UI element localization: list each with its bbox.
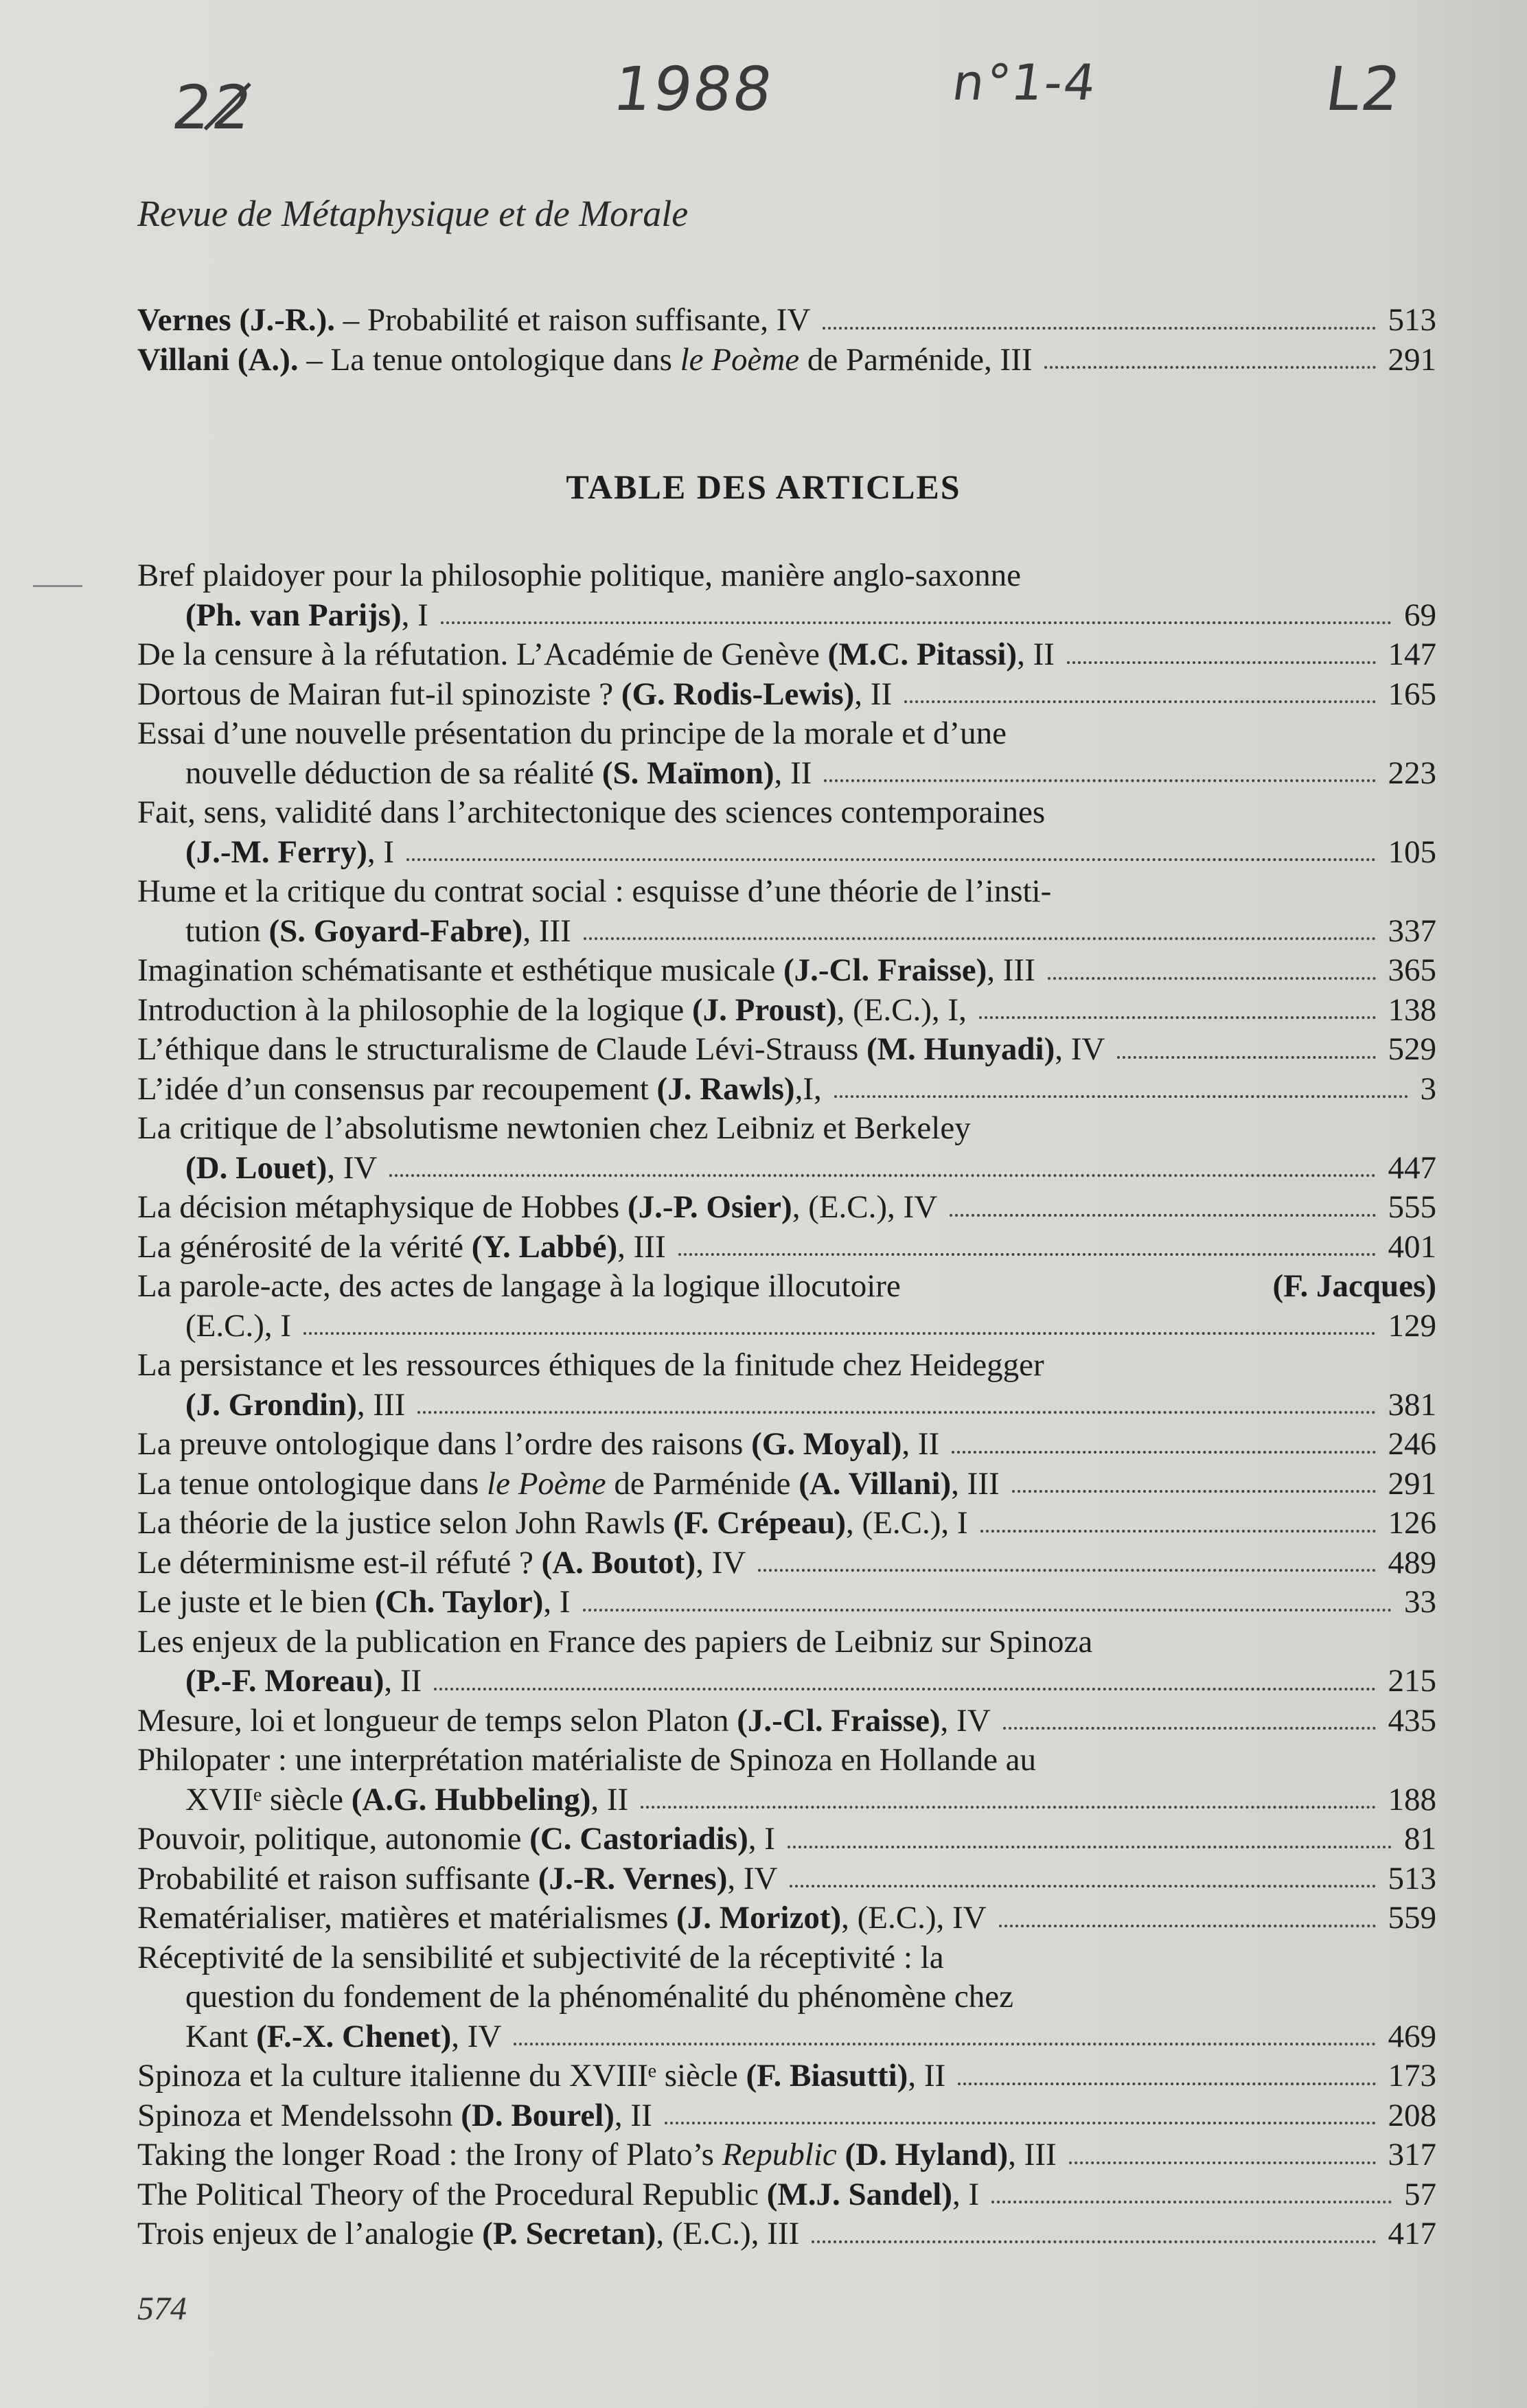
entry-page-number: 246: [1388, 1426, 1436, 1462]
dot-leader: [389, 1138, 1375, 1178]
entry-text: [185, 596, 428, 636]
dot-leader: [1012, 1454, 1376, 1493]
entry-issue: , IV: [727, 1860, 778, 1896]
entry-title: tution: [185, 913, 269, 949]
entry-page-number: 69: [1404, 597, 1436, 633]
entry-author: (P.-F. Moreau): [185, 1663, 384, 1699]
entry-issue: ,I,: [794, 1070, 822, 1107]
dot-leader: [434, 1651, 1375, 1690]
entry-page-number: 126: [1388, 1505, 1436, 1541]
entry-text: [137, 1465, 1000, 1504]
entry-issue: , III: [523, 913, 571, 949]
entry-title: Réceptivité de la sensibilité et subjectivité de la réceptivité : la: [137, 1939, 944, 1975]
entry-author: (J. Morizot): [676, 1900, 842, 1936]
entry-issue: , I: [367, 834, 395, 870]
entry-title: La tenue ontologique dans: [137, 1465, 487, 1502]
entry-title: La persistance et les ressources éthiques de la finitude chez Heidegger: [137, 1347, 1044, 1383]
dot-leader: [303, 1296, 1375, 1335]
dot-leader: [514, 2006, 1375, 2046]
entry-page-number: 33: [1404, 1584, 1436, 1620]
entry-page-number: 365: [1388, 952, 1436, 988]
entry-author: (F. Jacques): [1272, 1268, 1436, 1304]
entry-author: (J.-R. Vernes): [538, 1860, 728, 1896]
entry-issue: , III: [951, 1465, 1000, 1502]
entry-title: Spinoza et la culture italienne du XVIIIᵉ siècle: [137, 2058, 746, 2094]
entry-text: [185, 1149, 377, 1189]
entry-page-number: 215: [1388, 1663, 1436, 1699]
entry-title: La critique de l’absolutisme newtonien chez Leibniz et Berkeley: [137, 1110, 971, 1146]
dot-leader: [952, 1414, 1375, 1454]
entry-issue: , IV: [327, 1149, 378, 1186]
entry-issue: , II: [774, 755, 812, 791]
entry-issue: , II: [384, 1663, 422, 1699]
entry-page-number: 291: [1388, 341, 1436, 378]
margin-mark: [33, 585, 82, 587]
entry-author: (A. Villani): [799, 1465, 952, 1502]
entry-title: Philopater : une interprétation matérialiste de Spinoza en Hollande au: [137, 1742, 1037, 1778]
entry-author: (G. Moyal): [751, 1426, 902, 1462]
entry-page-number: 223: [1388, 755, 1436, 791]
toc-line: [137, 1899, 1436, 1938]
dot-leader: [1069, 2124, 1376, 2164]
entry-title-italic: le Poème: [487, 1465, 606, 1502]
entry-author: (A.G. Hubbeling): [351, 1781, 591, 1818]
entry-title: Les enjeux de la publication en France des papiers de Leibniz sur Spinoza: [137, 1623, 1093, 1660]
entry-text: [137, 2096, 652, 2136]
entry-title: Fait, sens, validité dans l’architectonique des sciences contemporaines: [137, 794, 1046, 830]
entry-author: (D. Bourel): [461, 2097, 615, 2133]
entry-title: Essai d’une nouvelle présentation du principe de la morale et d’une: [137, 715, 1007, 751]
entry-title: Le déterminisme est-il réfuté ?: [137, 1544, 542, 1581]
entry-title-italic: le Poème: [680, 341, 800, 378]
entry-issue: , (E.C.), IV: [841, 1900, 987, 1936]
entry-text: [137, 2135, 1057, 2175]
entry-page-number: 138: [1388, 991, 1436, 1028]
entry-title: Trois enjeux de l’analogie: [137, 2216, 483, 2251]
dot-leader: [991, 2164, 1392, 2204]
entry-page-number: 529: [1388, 1031, 1436, 1067]
entry-page-number: 81: [1404, 1821, 1436, 1857]
entry-page-number: 555: [1388, 1189, 1436, 1225]
dot-leader: [999, 1888, 1376, 1927]
dot-leader: [758, 1533, 1375, 1572]
entry-text: [137, 1070, 822, 1110]
entry-text: [137, 1228, 666, 1268]
dot-leader: [979, 980, 1376, 1020]
dot-leader: [790, 1848, 1375, 1888]
dot-leader: [958, 2045, 1375, 2085]
entry-author: (F.-X. Chenet): [256, 2018, 452, 2054]
entry-author: (D. Hyland): [845, 2137, 1009, 2172]
entry-author: (Ch. Taylor): [374, 1584, 544, 1620]
entry-page-number: 447: [1388, 1149, 1436, 1186]
dot-leader: [441, 585, 1392, 625]
dot-leader: [417, 1375, 1375, 1414]
entry-title: [837, 2137, 845, 2172]
entry-issue: , II: [590, 1781, 629, 1818]
entry-author: Villani (A.).: [137, 341, 299, 378]
toc-line: [137, 1070, 1436, 1110]
entry-issue: , IV: [451, 2018, 502, 2054]
running-head: Revue de Métaphysique et de Morale: [137, 193, 689, 234]
entry-author: (S. Goyard-Fabre): [268, 913, 523, 949]
section-heading: TABLE DES ARTICLES: [566, 468, 961, 506]
dot-leader: [812, 2203, 1375, 2243]
entry-text: [137, 1899, 987, 1938]
entry-page-number: 401: [1388, 1228, 1436, 1265]
dot-leader: [406, 822, 1375, 862]
entry-issue: , III: [1008, 2137, 1057, 2172]
entry-issue: , (E.C.), I,: [836, 991, 967, 1028]
dot-leader: [788, 1809, 1392, 1848]
page-number: 574: [137, 2291, 187, 2327]
entry-page-number: 147: [1388, 637, 1436, 672]
entry-text: [185, 1662, 422, 1701]
entry-author: (G. Rodis-Lewis): [621, 676, 855, 712]
toc-line: [137, 754, 1436, 794]
entry-author: (J. Proust): [691, 991, 837, 1028]
toc-line: [137, 675, 1436, 715]
entry-title: Le juste et le bien: [137, 1584, 375, 1620]
entry-title: L’idée d’un consensus par recoupement: [137, 1070, 657, 1107]
entry-text: [137, 1820, 775, 1859]
entry-title: The Political Theory of the Procedural Republic: [137, 2176, 767, 2212]
entry-text: [137, 1425, 939, 1465]
entry-issue: , I: [952, 2176, 980, 2212]
dot-leader: [834, 1059, 1408, 1099]
entry-page-number: 559: [1388, 1900, 1436, 1936]
entry-title: de Parménide, III: [799, 341, 1033, 378]
entry-author: (J.-P. Osier): [627, 1189, 792, 1225]
entry-title: Probabilité et raison suffisante: [137, 1860, 538, 1896]
entry-page-number: 173: [1388, 2058, 1436, 2094]
entry-author: (J. Grondin): [185, 1386, 357, 1423]
dot-leader: [1117, 1019, 1375, 1059]
entry-text: [185, 1386, 405, 1425]
entry-text: [185, 1780, 628, 1820]
entry-text: [185, 1307, 291, 1346]
toc-line: [137, 1701, 1436, 1741]
handwritten-note-4: L2: [1321, 54, 1407, 124]
entry-page-number: 513: [1388, 1860, 1436, 1896]
toc-line: [137, 833, 1436, 873]
entry-title: (E.C.), I: [185, 1307, 292, 1344]
entry-text: [185, 754, 812, 794]
entry-title: La preuve ontologique dans l’ordre des raisons: [137, 1426, 752, 1462]
entry-page-number: 188: [1388, 1781, 1436, 1818]
entry-title: La générosité de la vérité: [137, 1228, 472, 1265]
entry-page-number: 381: [1388, 1386, 1436, 1423]
entry-title: Spinoza et Mendelssohn: [137, 2097, 461, 2133]
entry-page-number: 489: [1388, 1544, 1436, 1581]
entry-page-number: 291: [1388, 1465, 1436, 1502]
dot-leader: [904, 664, 1375, 704]
entry-title: Rematérialiser, matières et matérialismes: [137, 1900, 677, 1936]
entry-text: [137, 1938, 1436, 1978]
entry-page-number: 129: [1388, 1307, 1436, 1344]
entry-page-number: 469: [1388, 2018, 1436, 2054]
entry-text: [185, 833, 394, 873]
dot-leader: [584, 901, 1376, 941]
entry-page-number: 417: [1388, 2216, 1436, 2251]
entry-author: (Y. Labbé): [471, 1228, 618, 1265]
entry-issue: , II: [1017, 637, 1055, 672]
entry-page-number: 57: [1404, 2176, 1436, 2212]
entry-page-number: 513: [1388, 302, 1436, 338]
entry-title: Mesure, loi et longueur de temps selon Platon: [137, 1702, 737, 1739]
entry-text: [137, 991, 967, 1031]
dot-leader: [980, 1493, 1376, 1533]
entry-text: [137, 1583, 571, 1622]
dot-leader: [1067, 624, 1376, 664]
entry-author: (Ph. van Parijs): [185, 597, 402, 633]
dot-leader: [583, 1572, 1392, 1612]
dot-leader: [678, 1217, 1376, 1257]
entry-page-number: 3: [1420, 1070, 1436, 1107]
dot-leader: [823, 290, 1375, 330]
entry-author: (D. Louet): [185, 1149, 328, 1186]
handwritten-note-1: 22̸: [168, 72, 258, 143]
dot-leader: [1044, 330, 1375, 369]
entry-text: [137, 675, 892, 715]
entry-author: (J.-M. Ferry): [185, 834, 367, 870]
entry-issue: , I: [543, 1584, 571, 1620]
handwritten-note-2: 1988: [608, 54, 779, 124]
entry-page-number: 317: [1388, 2137, 1436, 2172]
entry-title: Pouvoir, politique, autonomie: [137, 1821, 530, 1857]
entry-title: Introduction à la philosophie de la logique: [137, 991, 692, 1028]
entry-issue: , III: [987, 952, 1035, 988]
entry-title: nouvelle déduction de sa réalité: [185, 755, 602, 791]
author-index-line: [137, 341, 1436, 380]
entry-page-number: 165: [1388, 676, 1436, 712]
entry-issue: , II: [908, 2058, 946, 2094]
entry-text: [185, 912, 571, 952]
entry-author: (F. Crépeau): [673, 1505, 847, 1541]
entry-issue: , I: [401, 597, 428, 633]
dot-leader: [824, 743, 1375, 783]
author-index-tail: [137, 301, 1436, 380]
toc-line: [137, 1307, 1436, 1346]
handwritten-note-3: n°1-4: [949, 54, 1101, 111]
entry-issue: , (E.C.), I: [846, 1505, 968, 1541]
toc-line: [137, 1938, 1436, 1978]
toc-line: [137, 2214, 1436, 2254]
entry-page-number: 208: [1388, 2097, 1436, 2133]
entry-author: (F. Biasutti): [746, 2058, 908, 2094]
entry-title: Taking the longer Road : the Irony of Plato’s: [137, 2137, 722, 2172]
dot-leader: [665, 2085, 1376, 2125]
entry-title: – Probabilité et raison suffisante, IV: [335, 302, 811, 338]
entry-issue: , (E.C.), III: [656, 2216, 800, 2251]
entry-title: La théorie de la justice selon John Rawls: [137, 1505, 674, 1541]
dot-leader: [1048, 940, 1376, 980]
entry-issue: , II: [902, 1426, 940, 1462]
toc-line: [137, 1228, 1436, 1268]
entry-text: [137, 301, 810, 341]
entry-title: La parole-acte, des actes de langage à la logique illocutoire: [137, 1268, 901, 1304]
entry-text: [137, 2214, 799, 2254]
entry-author: (M. Hunyadi): [866, 1031, 1055, 1067]
entry-author: (J. Rawls): [656, 1070, 795, 1107]
entry-text: [137, 951, 1035, 991]
entry-title: – La tenue ontologique dans: [298, 341, 680, 378]
entry-title: Hume et la critique du contrat social : esquisse d’une théorie de l’insti-: [137, 873, 1052, 909]
entry-author: (J.-Cl. Fraisse): [737, 1702, 941, 1739]
entry-author: (J.-Cl. Fraisse): [783, 952, 987, 988]
entry-author: (C. Castoriadis): [529, 1821, 748, 1857]
entry-issue: , II: [854, 676, 893, 712]
entry-title: Imagination schématisante et esthétique musicale: [137, 952, 783, 988]
entry-page-number: 435: [1388, 1702, 1436, 1739]
entry-author: (P. Secretan): [482, 2216, 656, 2251]
entry-title: De la censure à la réfutation. L’Académie de Genève: [137, 637, 828, 672]
dot-leader: [950, 1177, 1375, 1217]
entry-title: L’éthique dans le structuralisme de Claude Lévi-Strauss: [137, 1031, 867, 1067]
entry-issue: , IV: [940, 1702, 991, 1739]
entry-author: (A. Boutot): [541, 1544, 696, 1581]
entry-title: La décision métaphysique de Hobbes: [137, 1189, 628, 1225]
entry-text: [137, 1859, 777, 1899]
entry-author: (M.C. Pitassi): [827, 637, 1018, 672]
entry-author: (M.J. Sandel): [766, 2176, 952, 2212]
entry-title: question du fondement de la phénoménalité du phénomène chez: [185, 1979, 1013, 2015]
entry-page-number: 105: [1388, 834, 1436, 870]
dot-leader: [641, 1769, 1375, 1809]
entry-issue: , III: [617, 1228, 666, 1265]
entry-issue: , II: [614, 2097, 652, 2133]
entry-title: Dortous de Mairan fut-il spinoziste ?: [137, 676, 621, 712]
entry-text: [137, 1701, 991, 1741]
entry-issue: , I: [748, 1821, 775, 1857]
entry-title-italic: Republic: [722, 2137, 837, 2172]
table-of-articles: [137, 556, 1436, 2254]
entry-title: XVIIᵉ siècle: [185, 1781, 352, 1818]
dot-leader: [1003, 1690, 1376, 1730]
entry-text: [137, 341, 1032, 380]
entry-author: (S. Maïmon): [601, 755, 774, 791]
entry-issue: , III: [356, 1386, 406, 1423]
entry-author: Vernes (J.-R.).: [137, 302, 336, 338]
entry-title: Bref plaidoyer pour la philosophie politique, manière anglo-saxonne: [137, 558, 1021, 593]
entry-issue: , (E.C.), IV: [792, 1189, 938, 1225]
entry-page-number: 337: [1388, 913, 1436, 949]
entry-issue: , IV: [1055, 1031, 1105, 1067]
entry-title: Kant: [185, 2018, 257, 2054]
entry-issue: , IV: [696, 1544, 746, 1581]
entry-title: de Parménide: [606, 1465, 799, 1502]
entry-text: [185, 2017, 501, 2057]
toc-line: [137, 1583, 1436, 1622]
